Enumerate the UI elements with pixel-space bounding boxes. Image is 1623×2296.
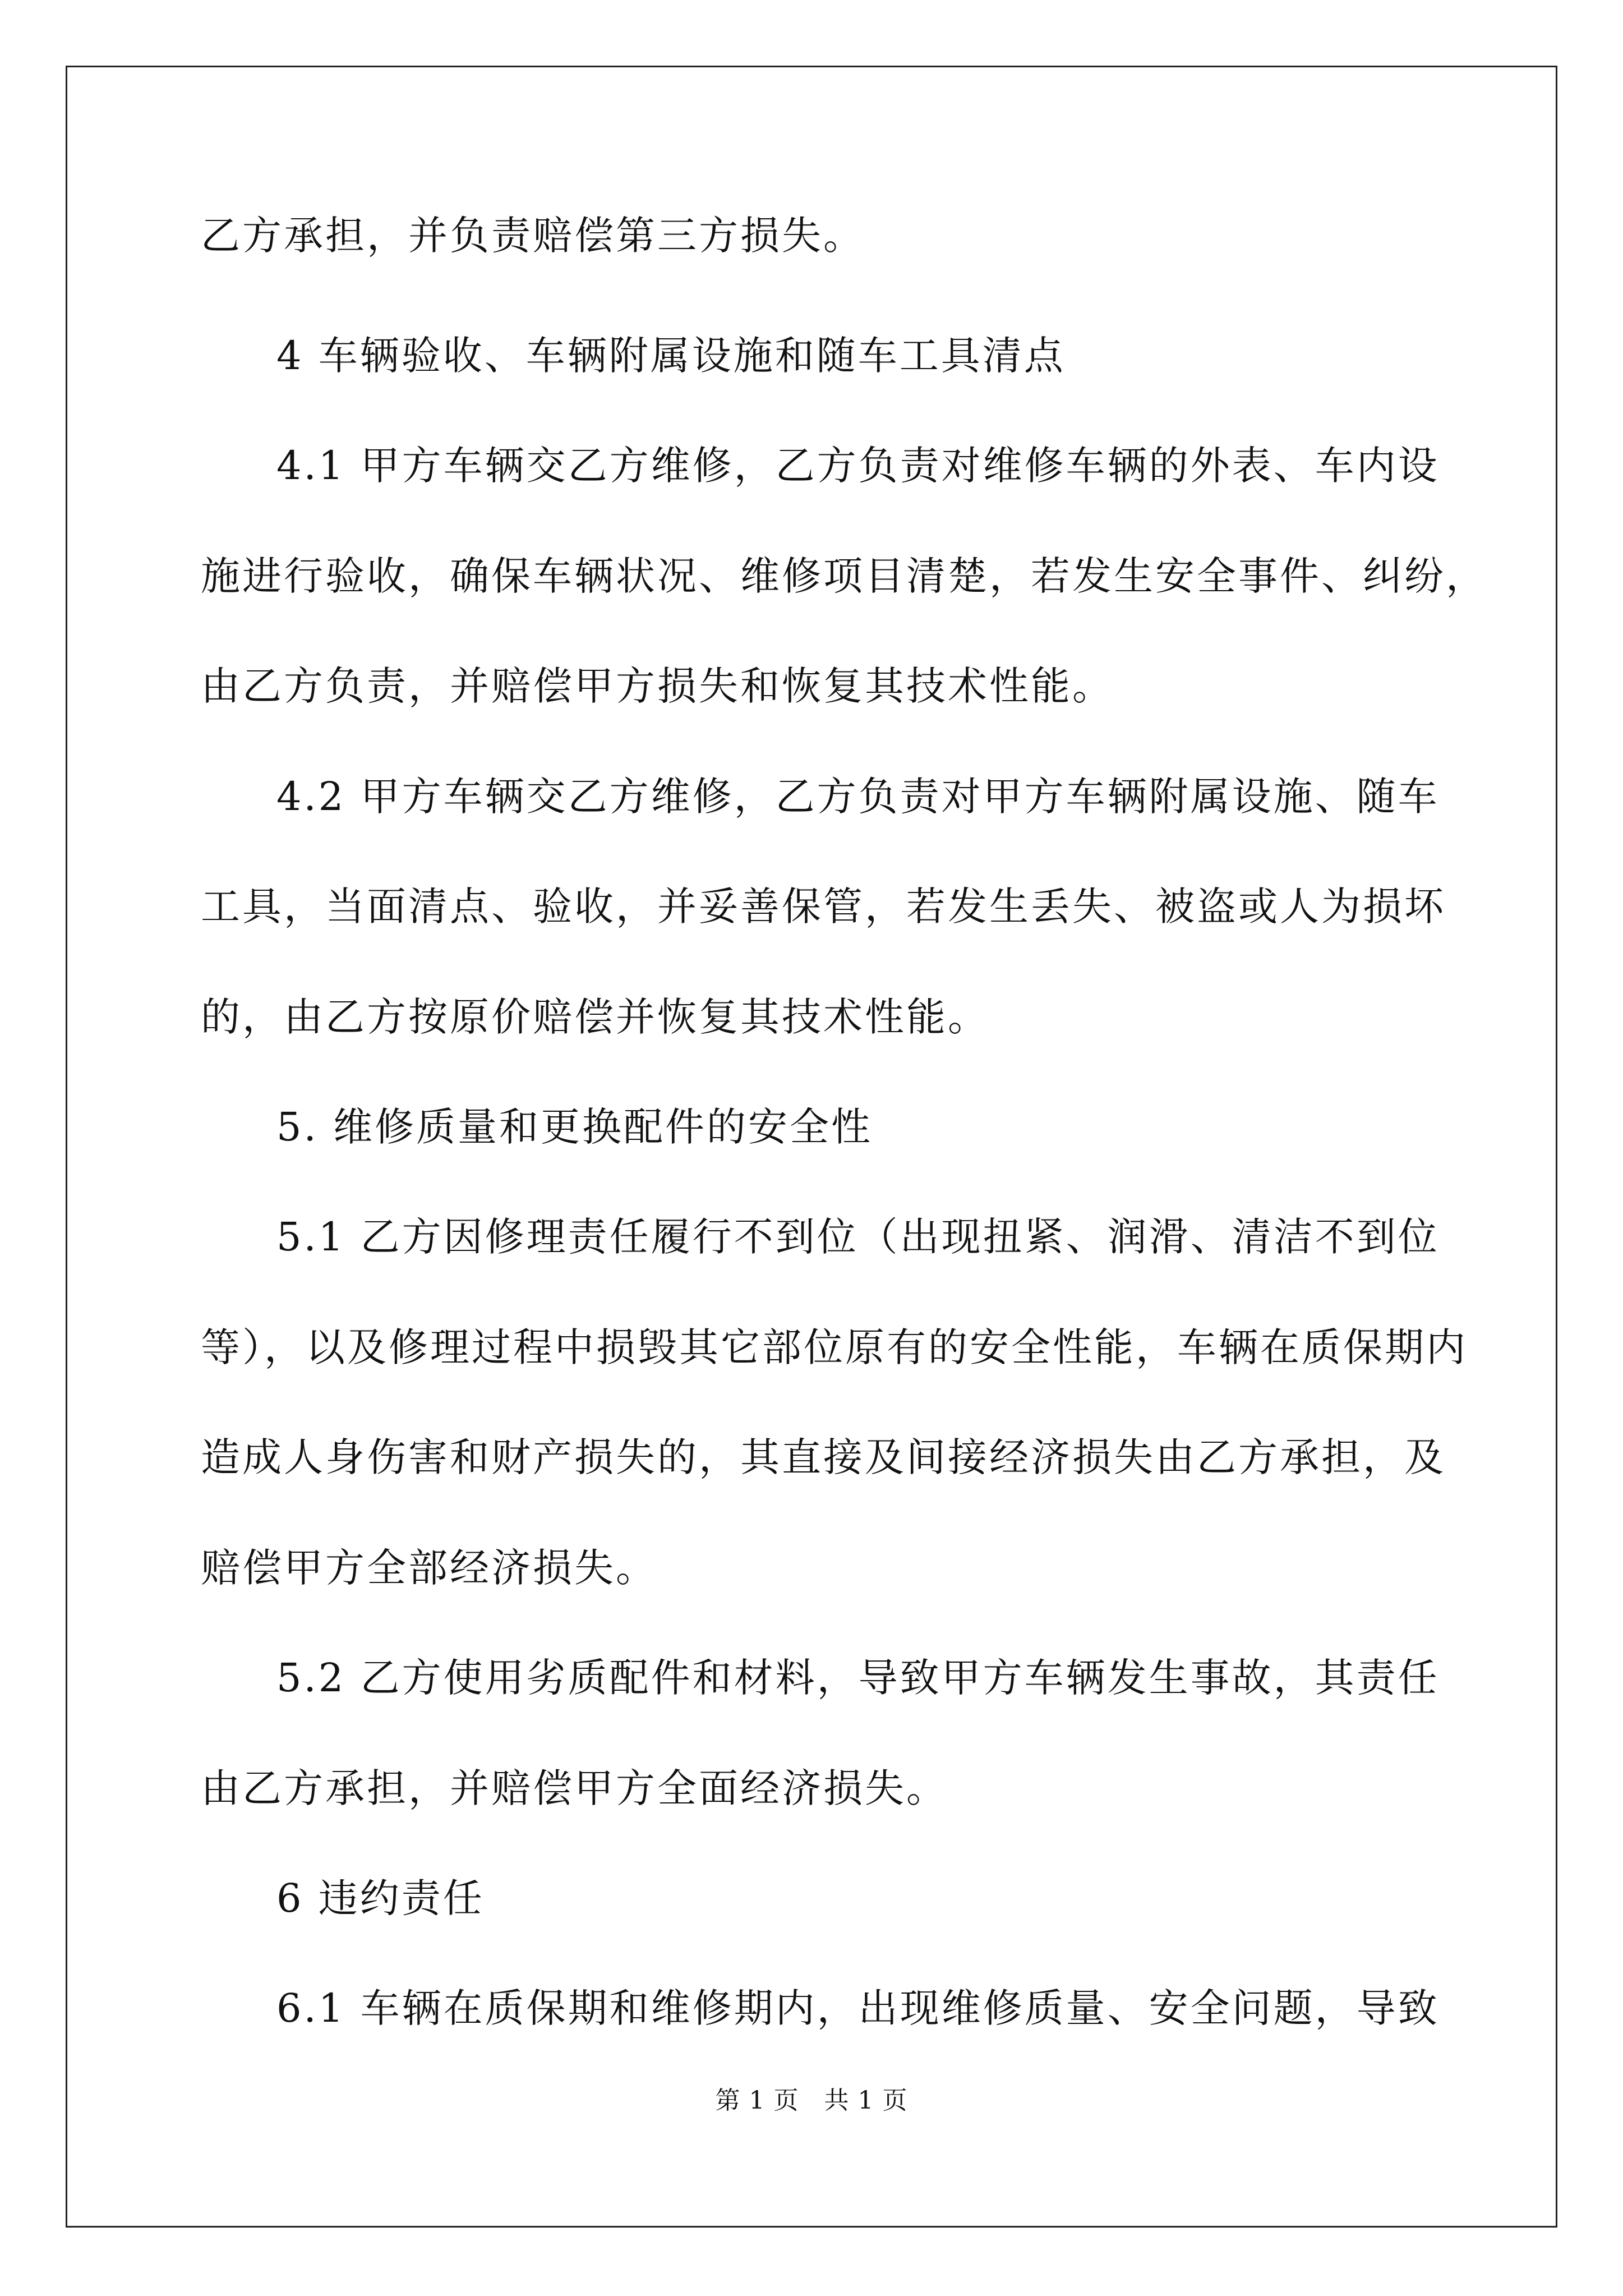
text-line: 施进行验收，确保车辆状况、维修项目清楚，若发生安全事件、纠纷，	[201, 553, 1487, 599]
text-line: 的，由乙方按原价赔偿并恢复其技术性能。	[201, 994, 989, 1040]
text-line: 等），以及修理过程中损毁其它部位原有的安全性能，车辆在质保期内	[201, 1324, 1468, 1370]
text-line: 6.1 车辆在质保期和维修期内，出现维修质量、安全问题，导致	[276, 1985, 1440, 2031]
text-line: 由乙方承担，并赔偿甲方全面经济损失。	[201, 1765, 948, 1811]
page-footer: 第 1 页 共 1 页	[715, 2086, 908, 2115]
text-line: 乙方承担，并负责赔偿第三方损失。	[201, 213, 865, 259]
text-line: 4.2 甲方车辆交乙方维修，乙方负责对甲方车辆附属设施、随车	[276, 774, 1440, 820]
text-line: 5.1 乙方因修理责任履行不到位（出现扭紧、润滑、清洁不到位	[276, 1214, 1440, 1260]
text-line: 赔偿甲方全部经济损失。	[201, 1545, 657, 1591]
text-line: 5.2 乙方使用劣质配件和材料，导致甲方车辆发生事故，其责任	[276, 1655, 1440, 1701]
section-heading: 4 车辆验收、车辆附属设施和随车工具清点	[276, 333, 1066, 379]
text-line: 4.1 甲方车辆交乙方维修，乙方负责对维修车辆的外表、车内设	[276, 443, 1440, 489]
text-line: 由乙方负责，并赔偿甲方损失和恢复其技术性能。	[201, 663, 1114, 709]
text-line: 工具，当面清点、验收，并妥善保管，若发生丢失、被盗或人为损坏	[201, 884, 1446, 930]
text-line: 造成人身伤害和财产损失的，其直接及间接经济损失由乙方承担，及	[201, 1434, 1446, 1480]
section-heading: 5. 维修质量和更换配件的安全性	[276, 1104, 873, 1150]
section-heading: 6 违约责任	[276, 1875, 485, 1921]
